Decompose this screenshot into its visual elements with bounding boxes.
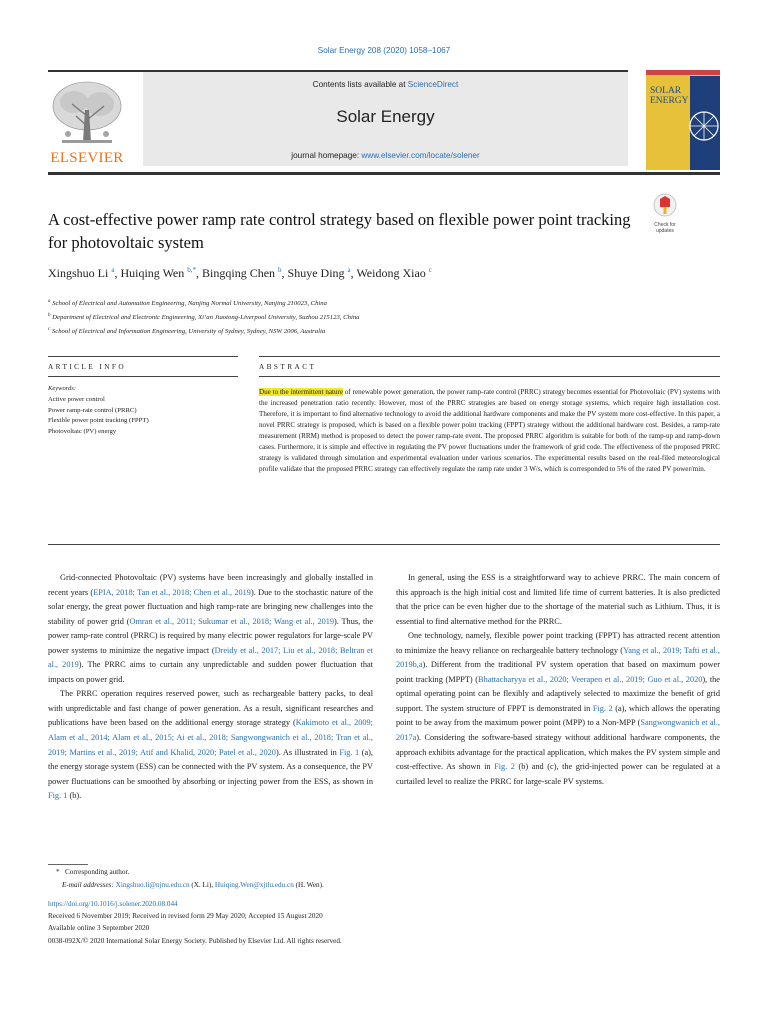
body-column-right bbox=[396, 571, 720, 789]
author-list: Xingshuo Li $^a$, Huiqing Wen $^{b,*}$, Bingqing Chen $^b$, Shuye Ding $^a$, Weidong Xiao $^c$ bbox=[48, 266, 432, 280]
body-text: (a), the energy storage system (ESS) can be connected with the PV system. As a consequence, the PV power fluctuations can be smoothed by absorbing or injecting power from the ESS, as shown in bbox=[48, 747, 374, 786]
citation-link[interactable]: Yang et al., 2019; Tafti et al., 2019b,a bbox=[396, 645, 720, 670]
abstract-end-rule bbox=[48, 544, 720, 545]
abstract-bottom-rule bbox=[259, 376, 720, 377]
footnotes bbox=[48, 866, 708, 891]
citation-link[interactable]: Fig. 2 bbox=[592, 703, 613, 713]
citation-link[interactable]: Fig. 2 bbox=[494, 762, 515, 772]
footnote-rule bbox=[48, 864, 88, 865]
keyword-item: Active power control bbox=[48, 396, 105, 403]
email-owner: (H. Wen). bbox=[293, 880, 324, 889]
crossmark-label-1: Check for bbox=[654, 222, 676, 228]
affiliation-mark: a bbox=[48, 299, 51, 304]
header-bottom-rule bbox=[48, 172, 720, 175]
affiliation-text: Department of Electrical and Electronic Engineering, Xi’an Jiaotong-Liverpool University, Suzhou 215123, China bbox=[50, 314, 360, 322]
affiliation-item bbox=[48, 296, 708, 310]
article-info-heading: ARTICLE INFO bbox=[48, 362, 127, 371]
keyword-item: Photovoltaic (PV) energy bbox=[48, 427, 117, 435]
journal-name: Solar Energy bbox=[336, 107, 435, 126]
homepage-prefix: journal homepage: bbox=[291, 151, 362, 160]
affiliation-text: School of Electrical and Information Engineering, University of Sydney, Sydney, NSW 2006, Australia bbox=[50, 328, 326, 336]
body-text: ). Thus, the power ramp-rate control (PRRC) is required by many electric power regulators for large-scale PV power systems to minimize the negative impact ( bbox=[48, 616, 374, 655]
body-paragraph bbox=[396, 629, 720, 789]
affiliation-mark: b bbox=[48, 313, 51, 319]
cover-title: SOLAR ENERGY bbox=[650, 86, 689, 106]
online-date: Available online 3 September 2020 bbox=[48, 924, 150, 933]
journal-homepage-link[interactable]: www.elsevier.com/locate/solener bbox=[361, 151, 480, 160]
elsevier-wordmark[interactable]: ELSEVIER bbox=[50, 150, 124, 166]
body-text: ). Considering the software-based strategy without additional hardware components, the approach exhibits advantage for the practical application, which makes the PV system simple and cost-effective. As shown in bbox=[396, 733, 720, 772]
email-line bbox=[48, 879, 708, 892]
body-column-left bbox=[48, 571, 373, 804]
body-text: ). The PRRC aims to curtain any unpredictable and sudden power fluctuation that impacts on power grid. bbox=[48, 660, 373, 684]
received-dates: Received 6 November 2019; Received in revised form 29 May 2020; Accepted 15 August 2020 bbox=[48, 912, 323, 921]
citation-link[interactable]: EPIA, 2018; Tan et al., 2018; Chen et al., 2019 bbox=[93, 587, 251, 597]
author-affiliation-mark[interactable]: a bbox=[347, 266, 351, 274]
keyword-item: Power ramp-rate control (PRRC) bbox=[48, 406, 137, 414]
affiliation-text: School of Electrical and Automation Engineering, Nanjing Normal University, Nanjing 210023, China bbox=[50, 300, 327, 308]
body-text: Grid-connected Photovoltaic (PV) systems have been increasingly and globally installed in recent years ( bbox=[48, 573, 373, 597]
citation-link[interactable]: Fig. 1 bbox=[339, 747, 360, 757]
author-name[interactable]: Bingqing Chen bbox=[202, 266, 276, 280]
email-label: E-mail addresses: bbox=[62, 880, 114, 889]
affiliation-list bbox=[48, 296, 708, 339]
article-info-top-rule bbox=[48, 356, 238, 357]
highlighted-text[interactable]: Due to the intermittent nature bbox=[259, 388, 344, 396]
citation-link[interactable]: Omran et al., 2011; Sukumar et al., 2018; Wang et al., 2019 bbox=[129, 616, 335, 626]
sciencedirect-link[interactable]: ScienceDirect bbox=[407, 80, 459, 89]
body-text: (b) and (c), the grid-injected power can be regulated at a curtailed level to realize the PRRC for large-scale PV systems. bbox=[396, 762, 720, 786]
corresponding-mark: * bbox=[56, 868, 60, 876]
abstract-heading: ABSTRACT bbox=[259, 362, 317, 371]
body-text: (b). bbox=[67, 791, 82, 801]
body-text: ), the optimal operating point can be flexibly and adaptively selected to maximize the benefit of grid support. The system structure of FPPT is demonstrated in bbox=[396, 674, 720, 713]
citation-link[interactable]: Kakimoto et al., 2009; Alam et al., 2014; Alam et al., 2015; Ai et al., 2018; Sangwongwanich et al., 2018; Tran et al., 2019; Martins et al., 2019; Atif and Khalid, 2020; Patel et al., 2020 bbox=[48, 718, 373, 757]
email-link[interactable]: Huiqing.Wen@xjtlu.edu.cn bbox=[214, 880, 294, 889]
affiliation-item bbox=[48, 310, 708, 324]
author-name[interactable]: Shuye Ding bbox=[287, 266, 345, 280]
author-affiliation-mark[interactable]: c bbox=[428, 266, 432, 274]
article-info-bottom-rule bbox=[48, 376, 238, 377]
author-name[interactable]: Weidong Xiao bbox=[356, 266, 426, 280]
abstract-top-rule bbox=[259, 356, 720, 357]
author-name[interactable]: Xingshuo Li bbox=[48, 266, 109, 280]
affiliation-item bbox=[48, 324, 708, 338]
citation-link[interactable]: Sangwongwanich et al., 2017a bbox=[396, 718, 721, 743]
body-text: ). Due to the stochastic nature of the solar energy, the great power fluctuation and high ramp-rate are bringing new challenges into the stability of power grid ( bbox=[48, 587, 373, 626]
abstract-body: of renewable power generation, the power ramp-rate control (PRRC) strategy becomes essential for Photovoltaic (PV) systems with the increased penetration ratio recently. However, most of the PRRC strategies are based on energy storage systems, which require high installation cost. Therefore, it is important to find alternative technology to avoid the additional hardware components and make the PV system more cost-effective. In this paper, a novel PRRC strategy is proposed, which is based on a flexible power point tracking (FPPT) strategy without the additional hardware cost. Besides, a ramp-rate measurement (RRM) method is proposed to detect the power ramp-rate event. The proposed PRRC algorithm is suitable for both of the ramp-up and ramp-down cases. Furthermore, it is simple and effective in regulating the PV power fluctuations under the framework of grid code. The effectiveness of the proposed PRRC strategy is validated through simulation and experimental evaluation under various scenarios. The experimental results based on the real-filed meteorological profile validate that the proposed PRRC strategy can effectively regulate the ramp rate under 3 W/s, which is corresponded to 5% of the rated PV power/min. bbox=[259, 388, 720, 473]
body-text: In general, using the ESS is a straightforward way to achieve PRRC. The main concern of this approach is the high initial cost and limited life time of current batteries. It is also predicted that the price can be even higher due to the shortage of the material such as Lithium. Thus, it is essential to find alternative method for the PRRC. bbox=[396, 573, 720, 626]
journal-cover-image[interactable] bbox=[646, 70, 720, 170]
contents-prefix: Contents lists available at bbox=[312, 80, 408, 89]
author-name[interactable]: Huiqing Wen bbox=[120, 266, 185, 280]
affiliation-mark: c bbox=[48, 327, 51, 333]
body-text: The PRRC operation requires reserved power, such as rechargeable battery packs, to deal with unpredictable and fast change of power generation. As a result, significant researches and publications have been based on the additional energy storage strategy ( bbox=[48, 689, 373, 728]
author-affiliation-mark[interactable]: a bbox=[111, 266, 115, 274]
journal-homepage-line bbox=[143, 151, 628, 160]
doi-link[interactable]: https://doi.org/10.1016/j.solener.2020.08.044 bbox=[48, 900, 178, 908]
citation-link[interactable]: Bhattacharyya et al., 2020; Veerapen et al., 2019; Guo et al., 2020 bbox=[478, 674, 703, 684]
crossmark-icon bbox=[648, 192, 682, 218]
check-for-updates-button[interactable] bbox=[648, 192, 682, 232]
keyword-list bbox=[48, 395, 228, 437]
article-title: A cost-effective power ramp rate control strategy based on flexible power point tracking for photovoltaic system bbox=[48, 210, 631, 252]
body-paragraph bbox=[48, 687, 373, 803]
article-metadata bbox=[48, 898, 708, 947]
body-text: One technology, namely, flexible power point tracking (FPPT) has attracted recent attention to minimize the heavy reliance on rechargeable battery technology ( bbox=[396, 631, 720, 655]
email-owner: (X. Li), bbox=[189, 880, 215, 889]
contents-line bbox=[143, 80, 628, 89]
keywords-label: Keywords: bbox=[48, 385, 76, 392]
author-affiliation-mark[interactable]: b,* bbox=[187, 266, 197, 274]
body-text: ). As illustrated in bbox=[275, 747, 340, 757]
crossmark-label-2: updates bbox=[656, 227, 674, 234]
cover-art-icon bbox=[646, 70, 720, 170]
author-affiliation-mark[interactable]: b bbox=[278, 266, 282, 274]
body-text: ). Different from the traditional PV system operation that based on maximum power point tracking (MPPT) ( bbox=[396, 660, 720, 684]
journal-reference[interactable]: Solar Energy 208 (2020) 1058–1067 bbox=[317, 46, 451, 55]
body-text: (a), which allows the operating point to be away from the maximum power point (MPP) to a Non-MPP ( bbox=[396, 703, 720, 728]
abstract-text bbox=[259, 387, 720, 475]
copyright-line: 0038-092X/© 2020 International Solar Energy Society. Published by Elsevier Ltd. All rights reserved. bbox=[48, 936, 342, 945]
email-link[interactable]: Xingshuo.li@njnu.edu.cn bbox=[115, 880, 190, 889]
body-paragraph bbox=[396, 571, 720, 629]
corresponding-author-text: Corresponding author. bbox=[64, 868, 130, 876]
citation-link[interactable]: Dreidy et al., 2017; Liu et al., 2018; Beltran et al., 2019 bbox=[48, 645, 373, 670]
keyword-item: Flexible power point tracking (FPPT) bbox=[48, 417, 149, 424]
citation-link[interactable]: Fig. 1 bbox=[48, 791, 68, 801]
corresponding-author-note bbox=[48, 866, 708, 879]
body-paragraph bbox=[48, 571, 373, 687]
